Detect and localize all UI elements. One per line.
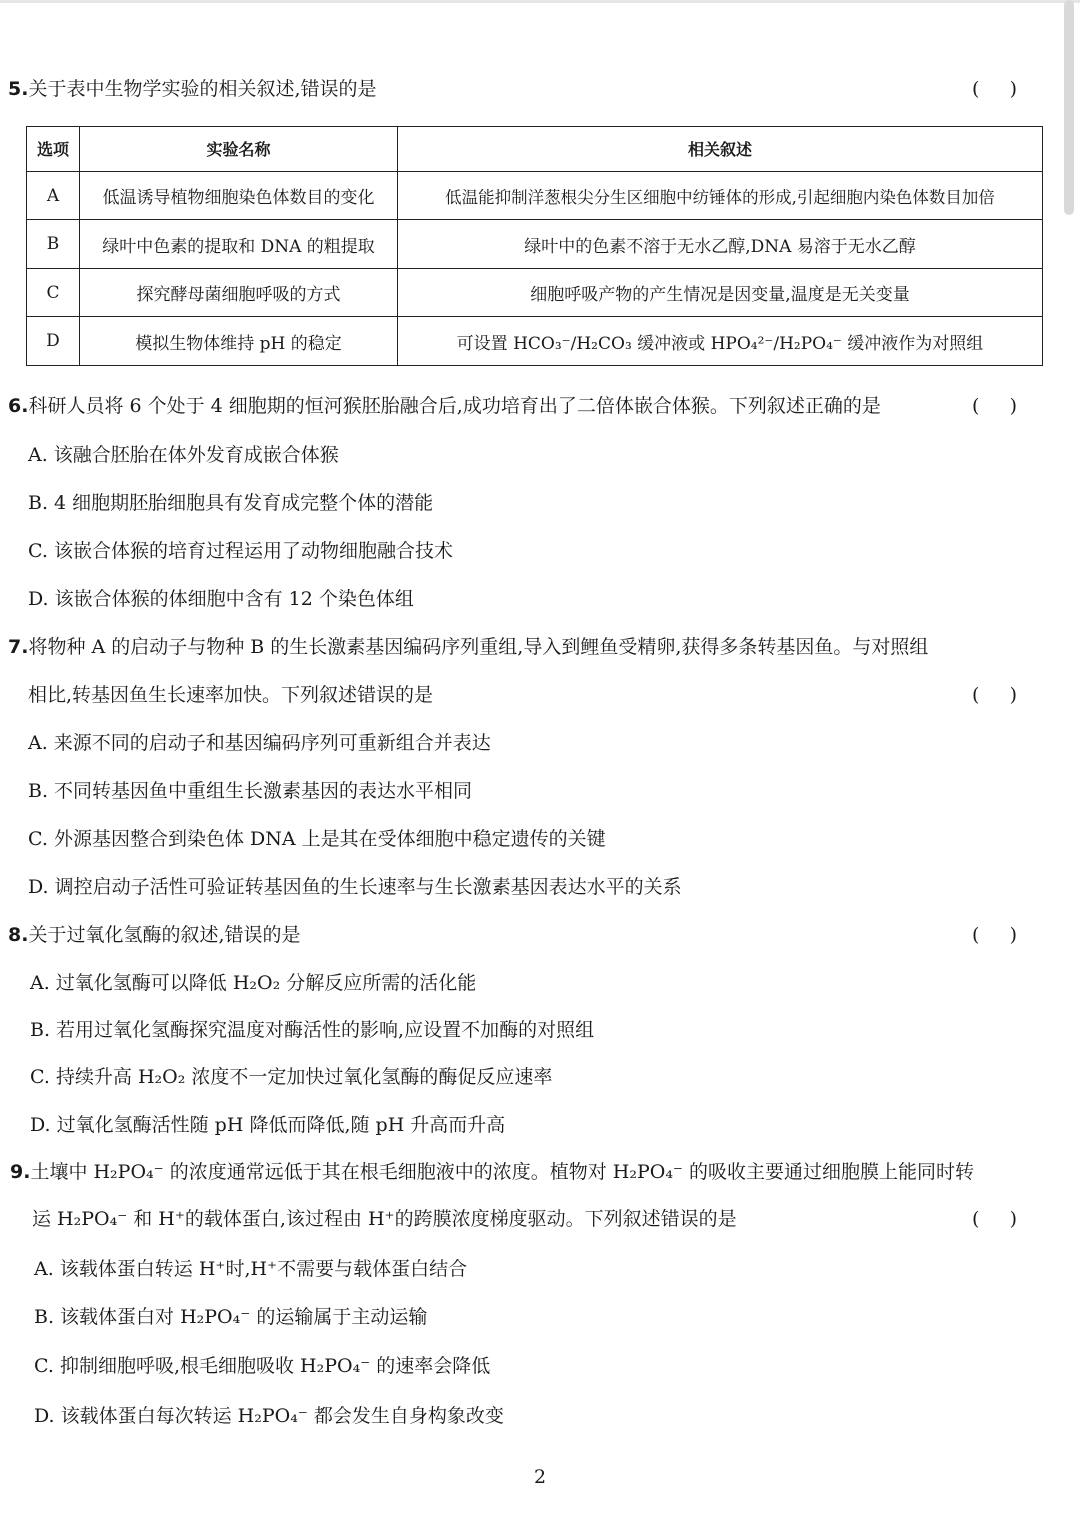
question-9-stem	[10, 1159, 974, 1185]
question-5-stem	[8, 76, 377, 102]
table-cell: 探究酵母菌细胞呼吸的方式	[80, 268, 398, 317]
option-a: A. 该融合胚胎在体外发育成嵌合体猴	[28, 444, 339, 466]
table-cell: 绿叶中色素的提取和 DNA 的粗提取	[80, 220, 398, 269]
table-cell: 低温诱导植物细胞染色体数目的变化	[80, 171, 398, 220]
top-edge	[0, 0, 1080, 3]
table-cell: 可设置 HCO₃⁻/H₂CO₃ 缓冲液或 HPO₄²⁻/H₂PO₄⁻ 缓冲液作为对照组	[398, 317, 1043, 366]
experiment-table	[26, 126, 1043, 366]
table-cell: A	[27, 171, 80, 220]
option-d: D. 调控启动子活性可验证转基因鱼的生长速率与生长激素基因表达水平的关系	[28, 876, 682, 898]
option-a: A. 来源不同的启动子和基因编码序列可重新组合并表达	[28, 732, 491, 754]
table-row	[27, 268, 1043, 317]
question-text: 关于表中生物学实验的相关叙述,错误的是	[28, 78, 377, 100]
option-b: B. 若用过氧化氢酶探究温度对酶活性的影响,应设置不加酶的对照组	[30, 1019, 595, 1041]
table-row	[27, 317, 1043, 366]
question-number: 7.	[8, 636, 29, 658]
table-cell: D	[27, 317, 80, 366]
question-text: 土壤中 H₂PO₄⁻ 的浓度通常远低于其在根毛细胞液中的浓度。植物对 H₂PO₄⁻ 的吸收主要通过细胞膜上能同时转	[30, 1161, 974, 1183]
table-cell: 细胞呼吸产物的产生情况是因变量,温度是无关变量	[398, 268, 1043, 317]
scrollbar[interactable]	[1064, 0, 1074, 215]
question-number: 9.	[10, 1161, 31, 1183]
table-header: 选项	[27, 127, 80, 172]
option-b: B. 4 细胞期胚胎细胞具有发育成完整个体的潜能	[28, 492, 434, 514]
option-b: B. 不同转基因鱼中重组生长激素基因的表达水平相同	[28, 780, 473, 802]
table-cell: 低温能抑制洋葱根尖分生区细胞中纺锤体的形成,引起细胞内染色体数目加倍	[398, 171, 1043, 220]
question-8-stem	[8, 922, 301, 948]
answer-blank: ( )	[972, 78, 1018, 100]
table-header: 实验名称	[80, 127, 398, 172]
answer-blank: ( )	[972, 924, 1018, 946]
answer-blank: ( )	[972, 1208, 1018, 1230]
option-c: C. 抑制细胞呼吸,根毛细胞吸收 H₂PO₄⁻ 的速率会降低	[34, 1355, 491, 1377]
option-d: D. 过氧化氢酶活性随 pH 降低而降低,随 pH 升高而升高	[30, 1114, 506, 1136]
question-text: 科研人员将 6 个处于 4 细胞期的恒河猴胚胎融合后,成功培育出了二倍体嵌合体猴。下列叙述正确的是	[28, 395, 881, 417]
answer-blank: ( )	[972, 684, 1018, 706]
question-7-stem-cont: 相比,转基因鱼生长速率加快。下列叙述错误的是	[28, 684, 434, 706]
question-number: 8.	[8, 924, 29, 946]
question-9-stem-cont: 运 H₂PO₄⁻ 和 H⁺的载体蛋白,该过程由 H⁺的跨膜浓度梯度驱动。下列叙述错误的是	[32, 1208, 737, 1230]
table-cell: 模拟生物体维持 pH 的稳定	[80, 317, 398, 366]
table-row	[27, 171, 1043, 220]
option-c: C. 持续升高 H₂O₂ 浓度不一定加快过氧化氢酶的酶促反应速率	[30, 1066, 553, 1088]
page-number: 2	[533, 1466, 547, 1488]
question-number: 5.	[8, 78, 29, 100]
option-b: B. 该载体蛋白对 H₂PO₄⁻ 的运输属于主动运输	[34, 1306, 428, 1328]
question-number: 6.	[8, 395, 29, 417]
answer-blank: ( )	[972, 395, 1018, 417]
question-text: 将物种 A 的启动子与物种 B 的生长激素基因编码序列重组,导入到鲤鱼受精卵,获得多条转基因鱼。与对照组	[28, 636, 929, 658]
table-row	[27, 220, 1043, 269]
option-a: A. 该载体蛋白转运 H⁺时,H⁺不需要与载体蛋白结合	[34, 1258, 468, 1280]
table-cell: C	[27, 268, 80, 317]
option-c: C. 外源基因整合到染色体 DNA 上是其在受体细胞中稳定遗传的关键	[28, 828, 606, 850]
table-header-row	[27, 127, 1043, 172]
option-d: D. 该载体蛋白每次转运 H₂PO₄⁻ 都会发生自身构象改变	[34, 1405, 504, 1427]
table-header: 相关叙述	[398, 127, 1043, 172]
option-d: D. 该嵌合体猴的体细胞中含有 12 个染色体组	[28, 588, 414, 610]
question-text: 关于过氧化氢酶的叙述,错误的是	[28, 924, 301, 946]
question-7-stem	[8, 634, 928, 660]
question-6-stem	[8, 393, 881, 419]
option-c: C. 该嵌合体猴的培育过程运用了动物细胞融合技术	[28, 540, 453, 562]
table-cell: 绿叶中的色素不溶于无水乙醇,DNA 易溶于无水乙醇	[398, 220, 1043, 269]
table-cell: B	[27, 220, 80, 269]
option-a: A. 过氧化氢酶可以降低 H₂O₂ 分解反应所需的活化能	[30, 972, 477, 994]
